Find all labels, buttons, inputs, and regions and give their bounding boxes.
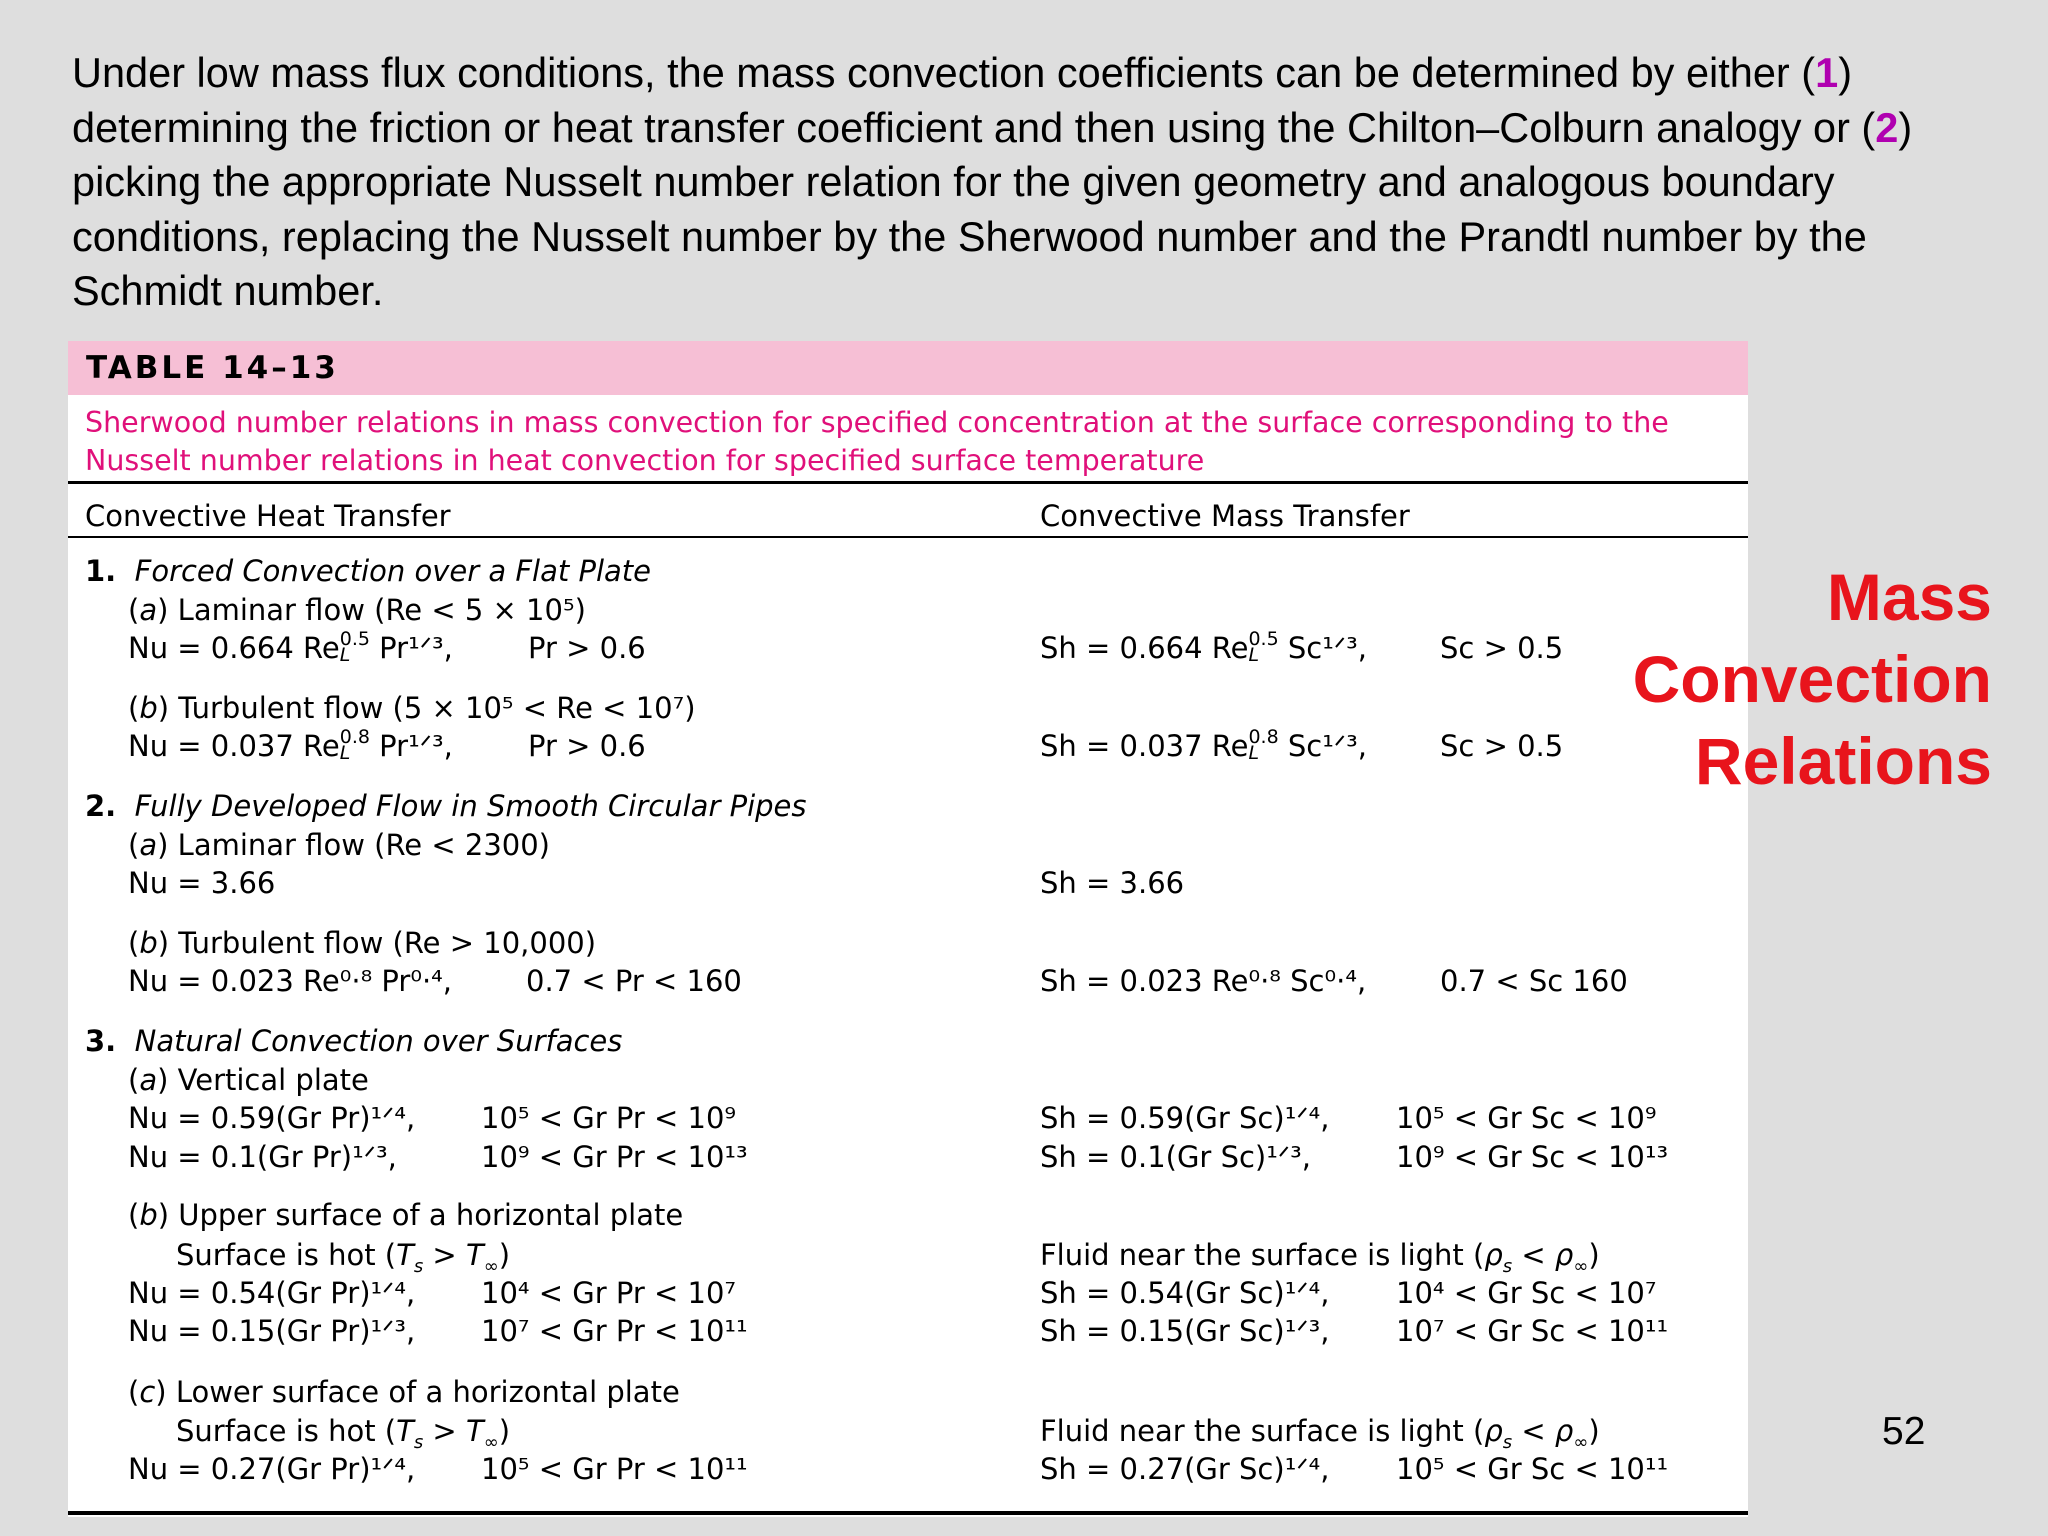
section-1b-sh: Sh = 0.037 Re0.8 L Sc¹ᐟ³,: [1040, 726, 1367, 764]
side-title-line-3: Relations: [1694, 724, 1992, 798]
section-3a-label: (a) Vertical plate: [128, 1063, 369, 1097]
section-3c-hot: Surface is hot $(T_s > T_\infty)$: [176, 1414, 511, 1453]
section-3c-label: (c) Lower surface of a horizontal plate: [128, 1375, 680, 1409]
section-3-title: 3. Natural Convection over Surfaces: [85, 1024, 623, 1058]
section-1b-sh-condition: Sc > 0.5: [1440, 729, 1564, 763]
section-3a1-nu-condition: 10⁵ < Gr Pr < 10⁹: [481, 1101, 737, 1135]
section-3b2-nu-condition: 10⁷ < Gr Pr < 10¹¹: [481, 1314, 748, 1348]
section-2a-nu: Nu = 3.66: [128, 866, 276, 900]
section-3a2-sh: Sh = 0.1(Gr Sc)¹ᐟ³,: [1040, 1140, 1311, 1174]
section-1a-nu-condition: Pr > 0.6: [528, 631, 646, 665]
table-rule-top: [68, 481, 1748, 484]
section-3c1-nu: Nu = 0.27(Gr Pr)¹ᐟ⁴,: [128, 1452, 416, 1486]
section-1-title: 1. Forced Convection over a Flat Plate: [85, 554, 651, 588]
section-2b-label: (b) Turbulent flow (Re > 10,000): [128, 926, 597, 960]
section-3a2-nu: Nu = 0.1(Gr Pr)¹ᐟ³,: [128, 1140, 397, 1174]
column-header-mass: Convective Mass Transfer: [1040, 499, 1410, 533]
section-2b-nu-condition: 0.7 < Pr < 160: [526, 964, 742, 998]
section-3a1-sh: Sh = 0.59(Gr Sc)¹ᐟ⁴,: [1040, 1101, 1330, 1135]
section-2a-sh: Sh = 3.66: [1040, 866, 1185, 900]
section-3a2-sh-condition: 10⁹ < Gr Sc < 10¹³: [1396, 1140, 1669, 1174]
table-label: TABLE 14–13: [86, 350, 339, 386]
table-caption: Sherwood number relations in mass convection for specified concentration at the surface corresponding to the Nusselt number relations in heat convection for specified surface temperature: [85, 406, 1669, 477]
section-3c-light: Fluid near the surface is light $(\rho_s < \rho_\infty)$: [1040, 1414, 1600, 1453]
side-title-line-2: Convection: [1632, 642, 1992, 716]
section-3b1-nu: Nu = 0.54(Gr Pr)¹ᐟ⁴,: [128, 1276, 416, 1310]
side-title-line-1: Mass: [1826, 560, 1992, 634]
section-3b1-sh: Sh = 0.54(Gr Sc)¹ᐟ⁴,: [1040, 1276, 1330, 1310]
section-1a-label: (a) Laminar flow (Re < 5 × 10⁵): [128, 593, 586, 627]
section-3b1-nu-condition: 10⁴ < Gr Pr < 10⁷: [481, 1276, 737, 1310]
section-1a-nu: Nu = 0.664 Re0.5 L Pr¹ᐟ³,: [128, 628, 453, 666]
section-1b-nu-condition: Pr > 0.6: [528, 729, 646, 763]
section-2-title: 2. Fully Developed Flow in Smooth Circular Pipes: [85, 789, 807, 823]
table-header-bar: [68, 341, 1748, 395]
table-rule-header: [68, 536, 1748, 538]
intro-number-2: 2: [1875, 103, 1899, 151]
sherwood-table: [68, 341, 1748, 1517]
intro-paragraph: [72, 46, 1992, 319]
table-rule-bottom: [68, 1511, 1748, 1515]
section-1a-sh: Sh = 0.664 Re0.5 L Sc¹ᐟ³,: [1040, 628, 1367, 666]
column-header-heat: Convective Heat Transfer: [85, 499, 451, 533]
intro-text-1: Under low mass flux conditions, the mass convection coefficients can be determined by either (: [72, 49, 1816, 96]
section-2b-sh-condition: 0.7 < Sc 160: [1440, 964, 1628, 998]
section-1b-nu: Nu = 0.037 Re0.8 L Pr¹ᐟ³,: [128, 726, 453, 764]
section-3c1-sh: Sh = 0.27(Gr Sc)¹ᐟ⁴,: [1040, 1452, 1330, 1486]
section-3a1-nu: Nu = 0.59(Gr Pr)¹ᐟ⁴,: [128, 1101, 416, 1135]
section-3b2-sh-condition: 10⁷ < Gr Sc < 10¹¹: [1396, 1314, 1669, 1348]
section-2b-nu: Nu = 0.023 Re⁰·⁸ Pr⁰·⁴,: [128, 964, 453, 998]
page-number: 52: [1882, 1410, 1926, 1453]
section-3a2-nu-condition: 10⁹ < Gr Pr < 10¹³: [481, 1140, 748, 1174]
section-3a1-sh-condition: 10⁵ < Gr Sc < 10⁹: [1396, 1101, 1657, 1135]
section-3b-label: (b) Upper surface of a horizontal plate: [128, 1198, 684, 1232]
intro-number-1: 1: [1815, 49, 1839, 96]
side-title: [1512, 556, 1992, 802]
section-1b-label: (b) Turbulent flow (5 × 10⁵ < Re < 10⁷): [128, 691, 696, 725]
intro-text-2: ) determining the friction or heat transfer coefficient and then using the Chilton–Colburn analogy or (: [72, 49, 1876, 151]
section-3c1-nu-condition: 10⁵ < Gr Pr < 10¹¹: [481, 1452, 748, 1486]
intro-text-3: ) picking the appropriate Nusselt number relation for the given geometry and analogous boundary conditions, replacing the Nusselt number by the Sherwood number and the Prandtl number by the Schmidt number.: [72, 103, 1913, 314]
section-3b2-sh: Sh = 0.15(Gr Sc)¹ᐟ³,: [1040, 1314, 1330, 1348]
section-2b-sh: Sh = 0.023 Re⁰·⁸ Sc⁰·⁴,: [1040, 964, 1367, 998]
section-2a-label: (a) Laminar flow (Re < 2300): [128, 828, 550, 862]
section-3c1-sh-condition: 10⁵ < Gr Sc < 10¹¹: [1396, 1452, 1669, 1486]
section-3b2-nu: Nu = 0.15(Gr Pr)¹ᐟ³,: [128, 1314, 416, 1348]
section-3b-hot: Surface is hot $(T_s > T_\infty)$: [176, 1238, 511, 1277]
section-3b1-sh-condition: 10⁴ < Gr Sc < 10⁷: [1396, 1276, 1657, 1310]
section-1a-sh-condition: Sc > 0.5: [1440, 631, 1564, 665]
section-3b-light: Fluid near the surface is light $(\rho_s < \rho_\infty)$: [1040, 1238, 1600, 1277]
